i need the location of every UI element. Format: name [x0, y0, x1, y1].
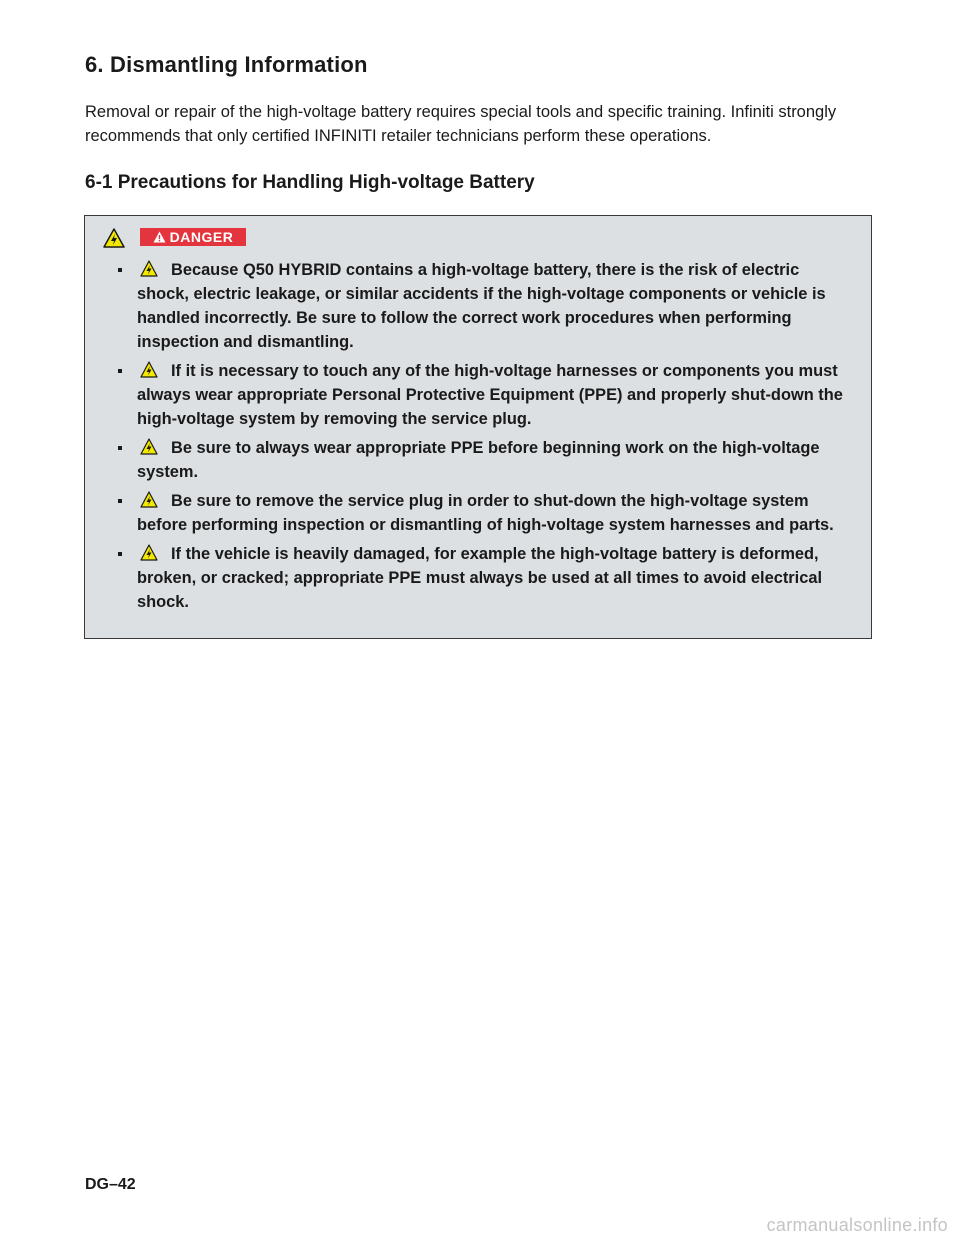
danger-item: [115, 258, 850, 354]
danger-item-text: Be sure to always wear appropriate PPE before beginning work on the high-voltage system.: [137, 439, 820, 481]
danger-item: [115, 489, 850, 537]
bullet-icon: [118, 369, 122, 373]
danger-item-text: Be sure to remove the service plug in order to shut-down the high-voltage system before performing inspection or dismantling of high-voltage system harnesses and parts.: [137, 492, 834, 534]
danger-badge-label: DANGER: [169, 229, 234, 245]
subsection-title: 6-1 Precautions for Handling High-voltage Battery: [85, 172, 535, 193]
bullet-icon: [118, 499, 122, 503]
high-voltage-warning-icon: [140, 491, 158, 508]
watermark: carmanualsonline.info: [766, 1215, 948, 1235]
warning-triangle-icon: [153, 231, 166, 243]
high-voltage-warning-icon: [140, 544, 158, 561]
high-voltage-warning-icon: [140, 438, 158, 455]
danger-item-text: If the vehicle is heavily damaged, for example the high-voltage battery is deformed, broken, or cracked; appropriate PPE must always be used at all times to avoid electrical shock.: [137, 545, 823, 611]
danger-list: [115, 258, 850, 619]
intro-paragraph: Removal or repair of the high-voltage battery requires special tools and specific training. Infiniti strongly recommends that only certified INFINITI retailer technicians perform these operations.: [85, 103, 837, 145]
danger-badge: [140, 228, 246, 246]
section-title: 6. Dismantling Information: [85, 52, 368, 77]
danger-item: [115, 542, 850, 614]
high-voltage-warning-icon: [140, 260, 158, 277]
bullet-icon: [118, 268, 122, 272]
danger-item-text: Because Q50 HYBRID contains a high-voltage battery, there is the risk of electric shock, electric leakage, or similar accidents if the high-voltage components or vehicle is handled incorrectly. Be sure to follow the correct work procedures when performing inspection and dismantling.: [137, 261, 826, 351]
danger-item-text: If it is necessary to touch any of the high-voltage harnesses or components you must always wear appropriate Personal Protective Equipment (PPE) and properly shut-down the high-voltage system by removing the service plug.: [137, 362, 843, 428]
high-voltage-warning-icon: [103, 228, 125, 248]
danger-notice-box: [84, 215, 872, 639]
danger-item: [115, 359, 850, 431]
danger-item: [115, 436, 850, 484]
page-number: DG–42: [85, 1176, 136, 1193]
bullet-icon: [118, 446, 122, 450]
bullet-icon: [118, 552, 122, 556]
high-voltage-warning-icon: [140, 361, 158, 378]
